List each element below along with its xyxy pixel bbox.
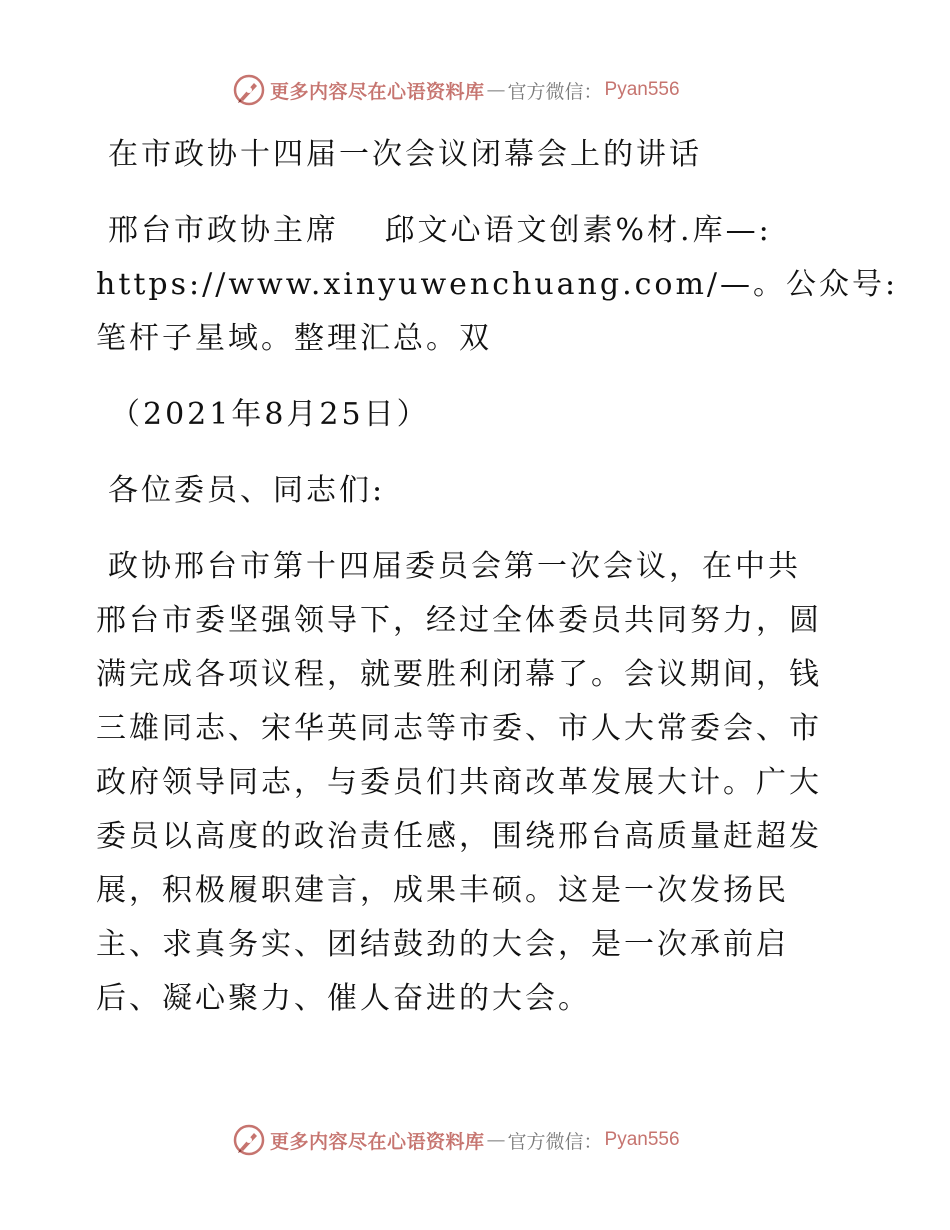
paragraph-line: 委员以高度的政治责任感，围绕邢台高质量赶超发 [96,819,822,854]
watermark-footer [232,1122,680,1158]
watermark-separator: — [486,79,506,101]
watermark-header [232,72,680,108]
watermark-official: 官方微信： [507,1130,603,1153]
author-line: https://www.xinyuwenchuang.com/—。公众号: [96,267,899,302]
author-line: 笔杆子星域。整理汇总。双 [96,321,492,356]
paragraph-line: 展，积极履职建言，成果丰硕。这是一次发扬民 [96,873,789,908]
document-title: 在市政协十四届一次会议闭幕会上的讲话 [108,137,702,172]
paragraph-line: 政府领导同志，与委员们共商改革发展大计。广大 [96,765,822,800]
paragraph-line: 主、求真务实、团结鼓劲的大会，是一次承前启 [96,927,789,962]
author-line: 邢台市政协主席 邱文心语文创素%材.库—: [108,213,772,248]
watermark-brand: 更多内容尽在心语资料库 [270,1130,485,1153]
watermark-brand: 更多内容尽在心语资料库 [270,80,485,103]
paragraph-line: 后、凝心聚力、催人奋进的大会。 [96,981,591,1016]
paragraph-line: 邢台市委坚强领导下，经过全体委员共同努力，圆 [96,603,822,638]
document-date: （2021年8月25日） [110,397,430,432]
pen-logo-icon [232,1123,266,1157]
watermark-separator: — [486,1129,506,1151]
paragraph-line: 三雄同志、宋华英同志等市委、市人大常委会、市 [96,711,822,746]
watermark-wechat-id: Pyan556 [604,79,680,100]
paragraph-line: 满完成各项议程，就要胜利闭幕了。会议期间，钱 [96,657,822,692]
paragraph-line: 政协邢台市第十四届委员会第一次会议，在中共 [108,549,801,584]
watermark-official: 官方微信： [507,80,603,103]
pen-logo-icon [232,73,266,107]
paragraph [96,540,856,1026]
watermark-wechat-id: Pyan556 [604,1129,680,1150]
document-body [96,120,899,1026]
salutation: 各位委员、同志们: [108,473,386,508]
